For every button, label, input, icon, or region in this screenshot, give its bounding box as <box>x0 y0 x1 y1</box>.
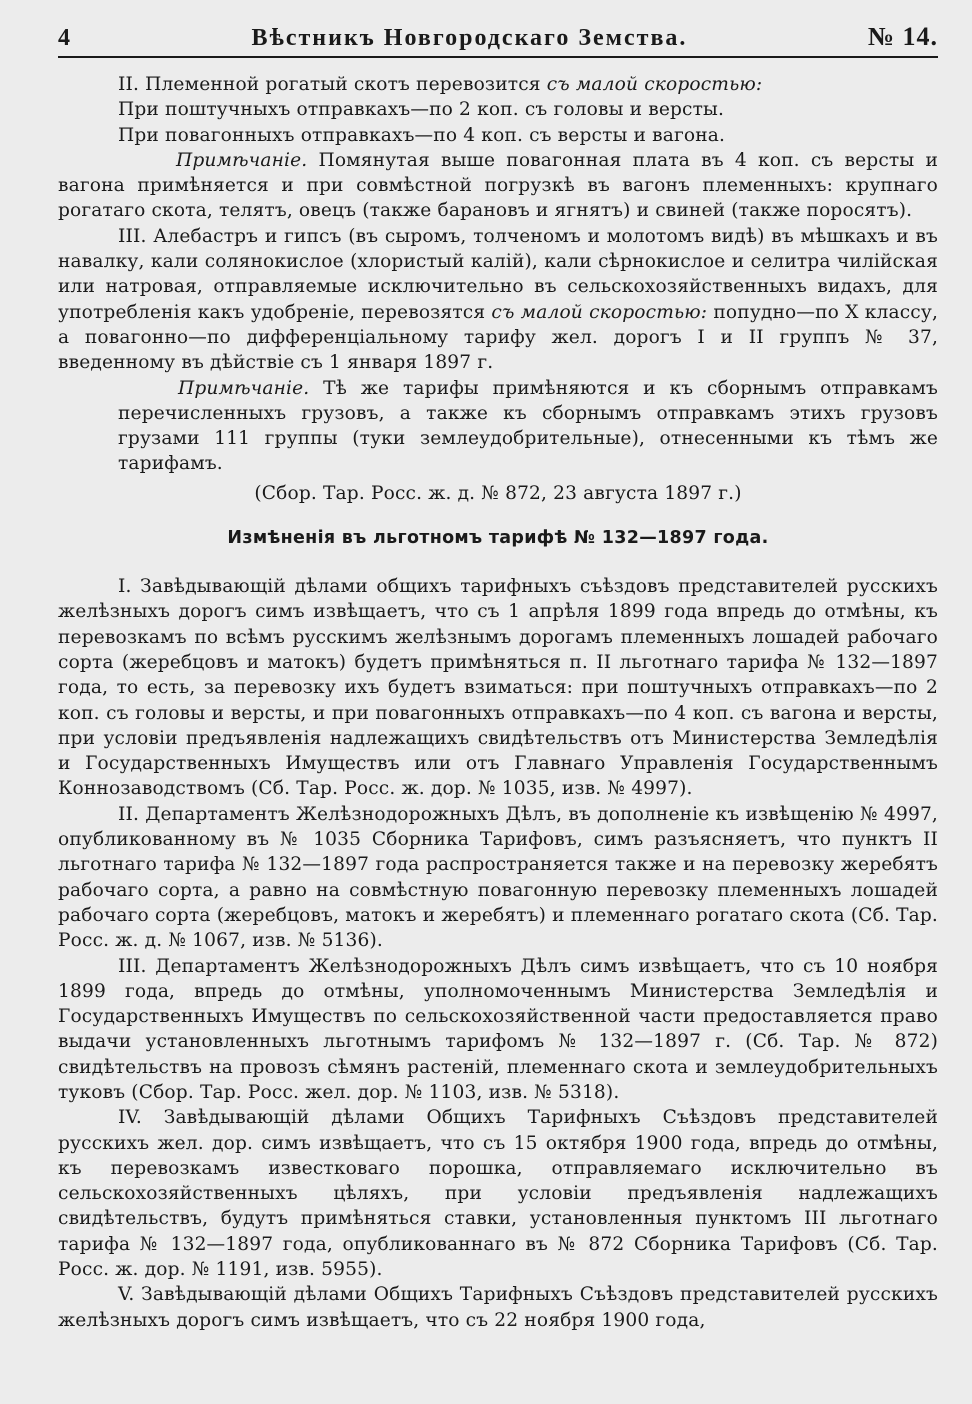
section-paragraph-4: IV. Завѣдывающій дѣлами Общихъ Тарифныхъ Съѣздовъ представителей русскихъ жел. дор. симъ извѣщаетъ, что съ 15 октября 1900 года, впредь до отмѣны, къ перевозкамъ известковаго порошка, отправляемаго исключительно въ сельскохозяйственныхъ цѣляхъ, при условіи предъявленія надлежащихъ свидѣтельствъ, будутъ примѣняться ставки, установленныя пунктомъ III льготнаго тарифа № 132—1897 года, опубликованнаго въ № 872 Сборника Тарифовъ (Сб. Тар. Росс. ж. дор. № 1191, изв. 5955). <box>58 1107 938 1281</box>
section-body <box>58 574 938 1333</box>
section-paragraph-3: III. Департаментъ Желѣзнодорожныхъ Дѣлъ симъ извѣщаетъ, что съ 10 ноября 1899 года, впредь до отмѣны, уполномоченнымъ Министерства Земледѣлія и Государственныхъ Имуществъ по сельскохозяйственной части предоставляется право выдачи установленныхъ льготнымъ тарифомъ № 132—1897 г. (Сб. Тар. № 872) свидѣтельствъ на провозъ сѣмянъ растеній, племеннаго скота и землеудобрительныхъ туковъ (Сбор. Тар. Росс. жел. дор. № 1103, изв. № 5318). <box>58 955 938 1103</box>
item-2-heading: II. Племенной рогатый скотъ перевозится съ малой скоростью: <box>118 74 763 95</box>
note-1-text: Помянутая выше повагонная плата въ 4 коп. съ версты и вагона примѣняется и при совмѣстной погрузкѣ въ вагонъ племенныхъ: крупнаго рогатаго скота, телятъ, овецъ (также барановъ и ягнятъ) и свиней (также поросятъ). <box>58 149 938 222</box>
note-1 <box>58 148 938 224</box>
note-2 <box>58 376 938 477</box>
page-number: 4 <box>58 25 71 51</box>
section-paragraph-2: II. Департаментъ Желѣзнодорожныхъ Дѣлъ, въ дополненіе къ извѣщенію № 4997, опубликованному въ № 1035 Сборника Тарифовъ, симъ разъясняетъ, что пунктъ II льготнаго тарифа № 132—1897 года распространяется также и на перевозку жеребятъ рабочаго сорта, а равно на совмѣстную повагонную перевозку племенныхъ лошадей рабочаго сорта (жеребцовъ, матокъ и жеребятъ) и племеннаго рогатаго скота (Сб. Тар. Росс. ж. д. № 1067, изв. № 5136). <box>58 803 938 952</box>
section-title: Измѣненія въ льготномъ тарифѣ № 132—1897 года. <box>227 528 769 549</box>
note-2-label: Примѣчаніе. <box>178 377 310 399</box>
section-paragraph-5: V. Завѣдывающій дѣлами Общихъ Тарифныхъ Съѣздовъ представителей русскихъ желѣзныхъ дорогъ симъ извѣщаетъ, что съ 22 ноября 1900 года, <box>58 1284 938 1331</box>
issue-number: № 14. <box>867 22 938 51</box>
item-2-per-head: При поштучныхъ отправкахъ—по 2 коп. съ головы и версты. <box>118 99 725 121</box>
item-3: III. Алебастръ и гипсъ (въ сыромъ, толченомъ и молотомъ видѣ) въ мѣшкахъ и въ навалку, кали солянокислое (хлористый калій), кали сѣрнокислое и селитра чилійская или натровая, отправляемые исключительно въ сельскохозяйственныхъ видахъ, для употребленія какъ удобреніе, перевозятся съ малой скоростью: попудно—по X классу, а повагонно—по дифференціальному тарифу жел. дорогъ I и II группъ № 37, введенному въ дѣйствіе съ 1 января 1897 г. <box>58 225 938 374</box>
item-2-per-wagon: При повагонныхъ отправкахъ—по 4 коп. съ версты и вагона. <box>118 124 726 146</box>
journal-title: Вѣстникъ Новгородскаго Земства. <box>251 25 688 51</box>
note-1-label: Примѣчаніе. <box>176 149 308 171</box>
note-2-text: Тѣ же тарифы примѣняются и къ сборнымъ отправкамъ перечисленныхъ грузовъ, а также къ сборнымъ отправкамъ этихъ грузовъ грузами 111 группы (туки землеудобрительные), отнесенными къ тѣмъ же тарифамъ. <box>118 377 938 475</box>
running-header <box>58 22 938 58</box>
section-paragraph-1: I. Завѣдывающій дѣлами общихъ тарифныхъ съѣздовъ представителей русскихъ желѣзныхъ дорогъ симъ извѣщаетъ, что съ 1 апрѣля 1899 года впредь до отмѣны, къ перевозкамъ по всѣмъ русскимъ желѣзнымъ дорогамъ племенныхъ лошадей рабочаго сорта (жеребцовъ и матокъ) будетъ примѣняться п. II льготнаго тарифа № 132—1897 года, то есть, за перевозку ихъ будетъ взиматься: при поштучныхъ отправкахъ—по 2 коп. съ головы и версты, и при повагонныхъ отправкахъ—по 4 коп. съ вагона и версты, при условіи предъявленія надлежащихъ свидѣтельствъ отъ Министерства Земледѣлія и Государственныхъ Имуществъ или отъ Главнаго Управленія Государственнымъ Коннозаводствомъ (Сб. Тар. Росс. ж. дор. № 1035, изв. № 4997). <box>58 576 938 800</box>
source-citation: (Сбор. Тар. Росс. ж. д. № 872, 23 августа 1897 г.) <box>254 482 742 504</box>
tariff-items-block <box>58 72 938 506</box>
